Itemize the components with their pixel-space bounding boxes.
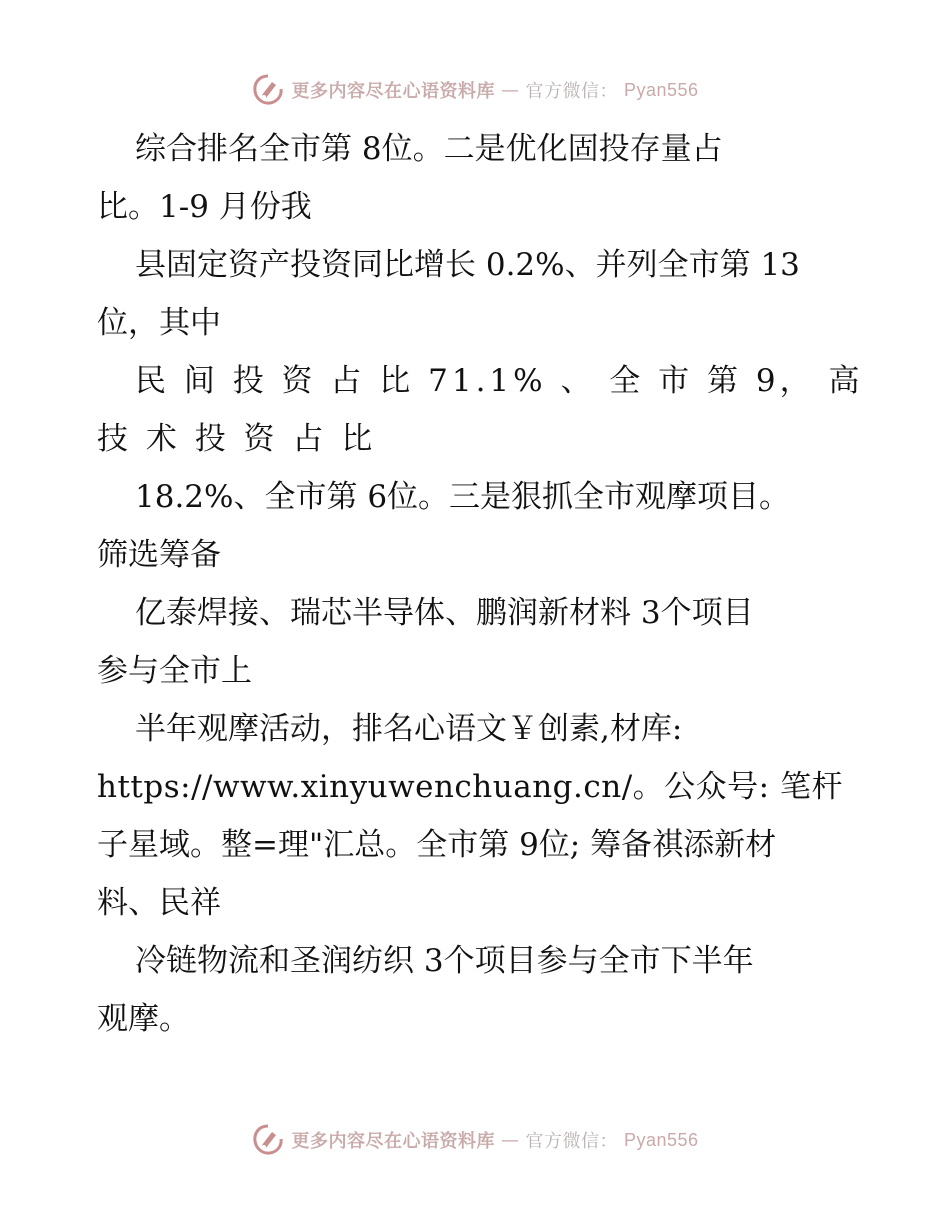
footer-watermark [0, 1120, 950, 1160]
text-line-8: 筛选筹备 [97, 537, 221, 573]
watermark-label: 官方微信： [525, 81, 618, 102]
text-line-6: 技 术 投 资 占 比 [97, 421, 377, 457]
watermark-site-text: 更多内容尽在心语资料库 [291, 1131, 495, 1152]
text-line-2: 比。1-9 月份我 [97, 189, 312, 225]
pen-nib-swirl-icon [251, 73, 285, 107]
text-line-9: 亿泰焊接、瑞芯半导体、鹏润新材料 3个项目 [135, 595, 754, 631]
watermark-dash: — [500, 1129, 520, 1151]
text-line-12: https://www.xinyuwenchuang.cn/。公众号: 笔杆 [97, 769, 843, 805]
text-line-4: 位，其中 [97, 305, 221, 341]
watermark-site-text: 更多内容尽在心语资料库 [291, 81, 495, 102]
text-line-16: 观摩。 [97, 1001, 190, 1037]
document-body [97, 120, 864, 1048]
text-line-15: 冷链物流和圣润纺织 3个项目参与全市下半年 [135, 943, 754, 979]
watermark-id: Pyan556 [623, 1129, 699, 1150]
text-line-5: 民 间 投 资 占 比 71.1% 、 全 市 第 9， 高 [135, 363, 864, 399]
watermark-label: 官方微信： [525, 1131, 618, 1152]
pen-nib-swirl-icon [251, 1123, 285, 1157]
text-line-7: 18.2%、全市第 6位。三是狠抓全市观摩项目。 [135, 479, 791, 515]
text-line-1: 综合排名全市第 8位。二是优化固投存量占 [135, 131, 723, 167]
text-line-13: 子星域。整=理"汇总。全市第 9位; 筹备祺添新材 [97, 827, 777, 863]
text-line-14: 料、民祥 [97, 885, 221, 921]
watermark-id: Pyan556 [623, 79, 699, 100]
watermark-dash: — [500, 79, 520, 101]
text-line-11: 半年观摩活动，排名心语文￥创素,材库: [135, 711, 683, 747]
text-line-10: 参与全市上 [97, 653, 252, 689]
header-watermark [0, 70, 950, 110]
text-line-3: 县固定资产投资同比增长 0.2%、并列全市第 13 [135, 247, 800, 283]
